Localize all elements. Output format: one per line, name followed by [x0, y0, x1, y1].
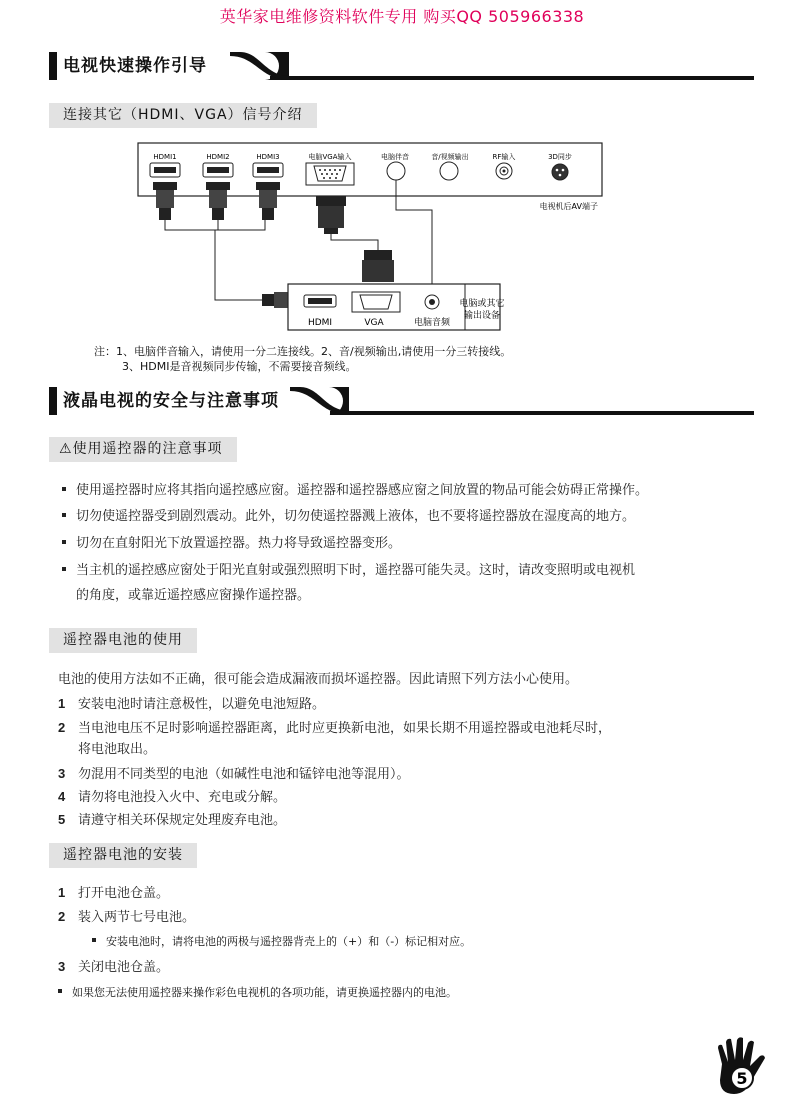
- install-final-note: 如果您无法使用遥控器来操作彩色电视机的各项功能，请更换遥控器内的电池。: [58, 986, 457, 1000]
- port-label-vga-in: 电脑VGA输入: [308, 153, 352, 161]
- hdmi-cable: [215, 230, 262, 300]
- battery-use-item-1: 1 安装电池时请注意极性，以避免电池短路。: [58, 696, 326, 712]
- device-port-audio: 电脑音频: [413, 318, 451, 328]
- install-step-2: 2 装入两节七号电池。: [58, 909, 196, 925]
- subheading-battery-use: 遥控器电池的使用: [49, 628, 197, 653]
- device-port-hdmi: HDMI: [307, 318, 333, 328]
- pc-audio-port: [387, 162, 405, 180]
- watermark-text: 英华家电维修资料软件专用 购买QQ 505966338: [219, 7, 585, 26]
- page-number: 5: [736, 1069, 748, 1088]
- vga-plug: [316, 196, 346, 234]
- hdmi-plug-device: [262, 292, 288, 308]
- port-label-hdmi3: HDMI3: [256, 153, 280, 161]
- vga-cable: [331, 234, 378, 250]
- banner-curve: [290, 387, 350, 415]
- battery-use-item-2: 2 当电池电压不足时影响遥控器距离，此时应更换新电池，如果长期不用遥控器或电池耗尽时，: [58, 720, 612, 736]
- banner-curve: [230, 52, 290, 80]
- port-label-3d-sync: 3D同步: [548, 153, 572, 161]
- section-title: 液晶电视的安全与注意事项: [57, 387, 343, 415]
- battery-use-item-5: 5 请遵守相关环保规定处理废弃电池。: [58, 812, 287, 828]
- port-label-av-out: 音/视频输出: [431, 153, 469, 161]
- av-out-port: [440, 162, 458, 180]
- tv-caption: 电视机后AV端子: [539, 202, 598, 211]
- connection-diagram: [0, 130, 804, 340]
- hdmi-cable-plugs: [153, 182, 280, 220]
- remote-note-3: 切勿在直射阳光下放置遥控器。热力将导致遥控器变形。: [62, 534, 401, 553]
- battery-use-item-4: 4 请勿将电池投入火中、充电或分解。: [58, 789, 287, 805]
- remote-note-1: 使用遥控器时应将其指向遥控感应窗。遥控器和遥控器感应窗之间放置的物品可能会妨碍正常操作。: [62, 481, 648, 500]
- note-line-2: 3、HDMI是音视频同步传输，不需要接音频线。: [122, 360, 357, 373]
- install-step-3: 3 关闭电池仓盖。: [58, 959, 170, 975]
- device-caption-line2: 输出设备: [463, 311, 501, 321]
- port-label-pc-audio: 电脑伴音: [381, 153, 409, 161]
- hdmi2-port: [203, 163, 233, 177]
- hdmi1-port: [150, 163, 180, 177]
- subheading-battery-install: 遥控器电池的安装: [49, 843, 197, 868]
- hdmi3-port: [253, 163, 283, 177]
- subheading-remote-notes: ⚠使用遥控器的注意事项: [49, 437, 237, 462]
- remote-note-2: 切勿使遥控器受到剧烈震动。此外，切勿使遥控器溅上液体，也不要将遥控器放在湿度高的地方。: [62, 507, 635, 526]
- hand-icon: [712, 1036, 768, 1098]
- device-port-vga: VGA: [364, 318, 384, 328]
- port-label-hdmi1: HDMI1: [153, 153, 177, 161]
- banner-rule: [270, 76, 754, 80]
- install-sub-note: 安装电池时，请将电池的两极与遥控器背壳上的（+）和（-）标记相对应。: [92, 935, 471, 949]
- vga-plug-device: [362, 250, 394, 282]
- port-label-hdmi2: HDMI2: [206, 153, 230, 161]
- battery-use-item-2-cont: 将电池取出。: [78, 742, 157, 757]
- port-label-rf-in: RF输入: [492, 153, 516, 161]
- subheading-connect: 连接其它（HDMI、VGA）信号介绍: [49, 103, 317, 128]
- remote-note-4-cont: 的角度，或靠近遥控感应窗操作遥控器。: [76, 588, 311, 603]
- remote-note-4: 当主机的遥控感应窗处于阳光直射或强烈照明下时，遥控器可能失灵。这时，请改变照明或电视机: [62, 561, 635, 580]
- banner-rule: [330, 411, 754, 415]
- warning-icon: ⚠: [59, 441, 73, 457]
- section-title: 电视快速操作引导: [57, 52, 279, 80]
- battery-use-intro: 电池的使用方法如不正确，很可能会造成漏液而损坏遥控器。因此请照下列方法小心使用。: [58, 672, 579, 687]
- note-line-1: 注：1、电脑伴音输入，请使用一分二连接线。2、音/视频输出,请使用一分三转接线。: [94, 345, 512, 358]
- device-caption-line1: 电脑或其它: [459, 299, 505, 309]
- install-step-1: 1 打开电池仓盖。: [58, 885, 170, 901]
- 3d-sync-port: [552, 164, 568, 180]
- battery-use-item-3: 3 勿混用不同类型的电池（如碱性电池和锰锌电池等混用）。: [58, 766, 410, 782]
